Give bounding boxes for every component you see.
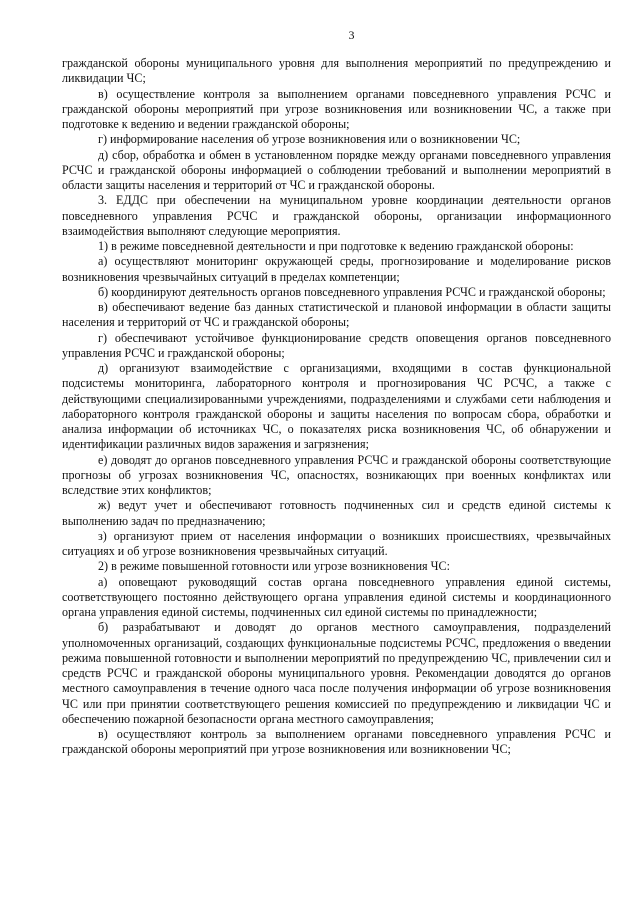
paragraph-mode1-item-d: д) организуют взаимодействие с организациями, входящими в состав функциональной подсистемы мониторинга, лабораторного контроля и прогнозирования ЧС РСЧС, а также с действующими специализированными учреждениями, подразделениями и службами сети наблюдения и лабораторного контроля гражданской обороны и защиты населения по вопросам сбора, обработки и анализа информации об источниках ЧС, о показателях риска возникновения ЧС, об обнаружении и идентификации различных видов заражения и загрязнения; xyxy=(62,361,611,452)
paragraph-mode2-item-a: а) оповещают руководящий состав органа повседневного управления единой системы, соответствующего постоянно действующего органа управления единой системы и координационного органа управления единой системы, подчиненных сил единой системы по принадлежности; xyxy=(62,574,611,619)
paragraph-mode2-item-b: б) разрабатывают и доводят до органов местного самоуправления, подразделений уполномоченных организаций, создающих функциональные подсистемы РСЧС, предложения о введении режима повышенной готовности и выполнении мероприятий по предупреждению ЧС, привлечении сил и средств РСЧС и гражданской обороны муниципального уровня. Рекомендации доводятся до органов местного самоуправления в течение одного часа после получения информации об угрозе возникновения ЧС или при принятии соответствующего решения комиссией по предупреждению и ликвидации ЧС и обеспечению пожарной безопасности органа местного самоуправления; xyxy=(62,620,611,726)
paragraph-continued: гражданской обороны муниципального уровня для выполнения мероприятий по предупреждению и ликвидации ЧС; xyxy=(62,56,611,86)
paragraph-mode2-item-v: в) осуществляют контроль за выполнением органами повседневного управления РСЧС и гражданской обороны мероприятий при угрозе возникновения или возникновении ЧС; xyxy=(62,727,611,757)
paragraph-section-3: 3. ЕДДС при обеспечении на муниципальном уровне координации деятельности органов повседневного управления РСЧС и гражданской обороны, организации информационного взаимодействия выполняют следующие мероприятия. xyxy=(62,193,611,238)
document-body xyxy=(62,56,611,758)
paragraph-mode1-item-v: в) обеспечивают ведение баз данных статистической и плановой информации в области защиты населения и территорий от ЧС и гражданской обороны; xyxy=(62,300,611,330)
paragraph-item-d: д) сбор, обработка и обмен в установленном порядке между органами повседневного управления РСЧС и гражданской обороны информацией о соблюдении требований и выполнении мероприятий в области защиты населения и территорий от ЧС и гражданской обороны. xyxy=(62,147,611,192)
paragraph-mode1-item-e: е) доводят до органов повседневного управления РСЧС и гражданской обороны соответствующие прогнозы об угрозах возникновения ЧС, опасностях, возникающих при военных конфликтах или вследствие этих конфликтов; xyxy=(62,452,611,497)
paragraph-item-v: в) осуществление контроля за выполнением органами повседневного управления РСЧС и гражданской обороны мероприятий при угрозе возникновения или возникновении ЧС, а также при подготовке к ведению и ведении гражданской обороны; xyxy=(62,86,611,131)
paragraph-mode1-item-b: б) координируют деятельность органов повседневного управления РСЧС и гражданской обороны; xyxy=(98,284,606,299)
paragraph-mode-2: 2) в режиме повышенной готовности или угрозе возникновения ЧС: xyxy=(98,559,450,574)
paragraph-mode1-item-z: з) организуют прием от населения информации о возникших происшествиях, чрезвычайных ситуациях и об угрозе возникновения чрезвычайных ситуаций. xyxy=(62,528,611,558)
paragraph-mode-1: 1) в режиме повседневной деятельности и при подготовке к ведению гражданской обороны: xyxy=(98,239,574,253)
page-number: 3 xyxy=(348,28,355,42)
paragraph-mode1-item-a: а) осуществляют мониторинг окружающей среды, прогнозирование и моделирование рисков возникновения чрезвычайных ситуаций в пределах компетенции; xyxy=(62,254,611,284)
paragraph-item-g: г) информирование населения об угрозе возникновения или о возникновении ЧС; xyxy=(98,132,521,147)
paragraph-mode1-item-g: г) обеспечивают устойчивое функционирование средств оповещения органов повседневного управления РСЧС и гражданской обороны; xyxy=(62,330,611,360)
paragraph-mode1-item-zh: ж) ведут учет и обеспечивают готовность подчиненных сил и средств единой системы к выполнению задач по предназначению; xyxy=(62,498,611,528)
